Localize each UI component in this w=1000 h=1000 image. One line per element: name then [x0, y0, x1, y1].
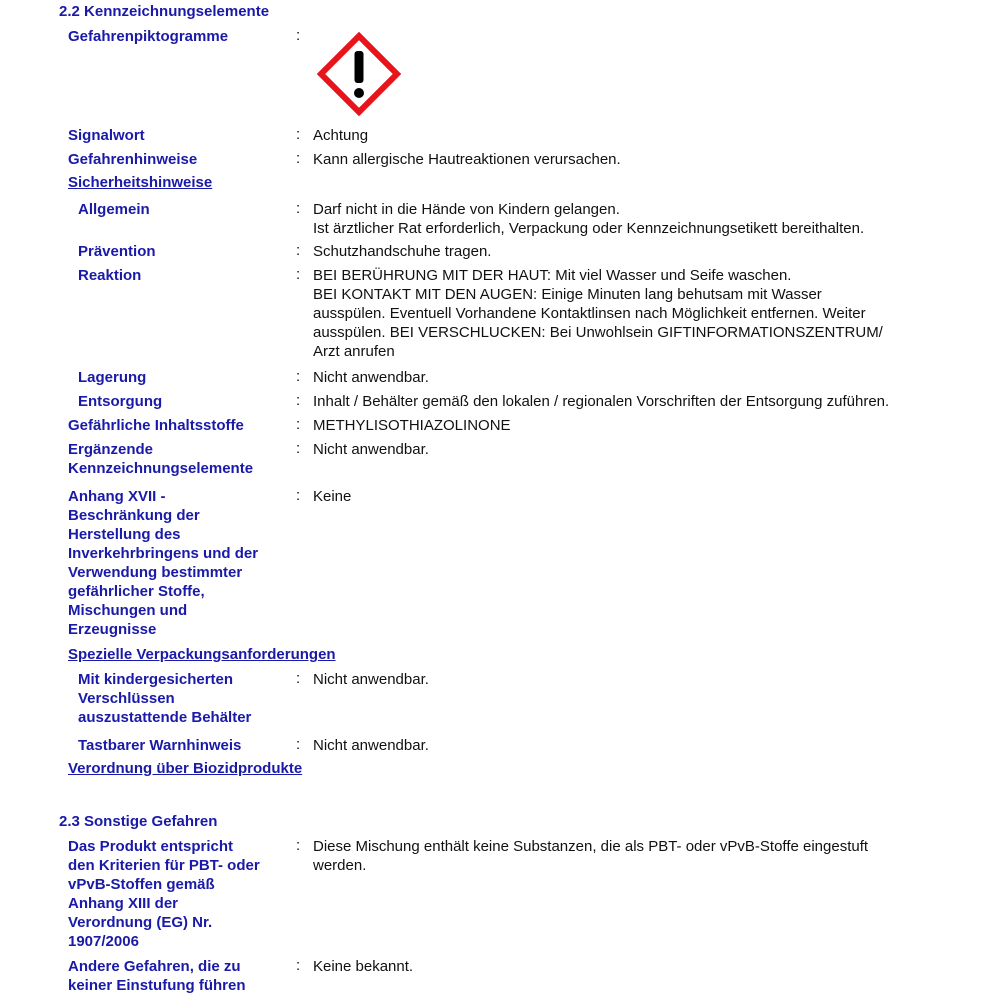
- signal-word-label: Signalwort: [68, 127, 145, 144]
- colon: :: [296, 957, 301, 974]
- hazard-statements-label: Gefahrenhinweise: [68, 151, 198, 168]
- exclamation-mark-icon: [317, 32, 401, 116]
- colon: :: [296, 837, 301, 854]
- colon: :: [296, 368, 301, 385]
- biocide-regulation-link[interactable]: Verordnung über Biozidprodukte: [68, 760, 303, 777]
- hazard-statements-value: Kann allergische Hautreaktionen verursachen.: [313, 151, 621, 168]
- colon: :: [296, 27, 301, 44]
- pictogram-label: Gefahrenpiktogramme: [68, 28, 229, 45]
- disposal-value: Inhalt / Behälter gemäß den lokalen / regionalen Vorschriften der Entsorgung zuführen.: [313, 393, 890, 410]
- colon: :: [296, 416, 301, 433]
- child-resistant-label: Mit kindergesicherten Verschlüssen auszustattende Behälter: [78, 671, 252, 726]
- reaction-value: BEI BERÜHRUNG MIT DER HAUT: Mit viel Wasser und Seife waschen. BEI KONTAKT MIT DEN AUGEN: Einige Minuten lang behutsam mit Wasser ausspülen. Eventuell Vorhandene Kontaktlinsen nach Möglichkeit entfernen. Weiter ausspülen. BEI VERSCHLUCKEN: Bei Unwohlsein GIFTINFORMATIONSZENTRUM/ Arzt anrufen: [313, 267, 883, 360]
- pbt-criteria-value: Diese Mischung enthält keine Substanzen, die als PBT- oder vPvB-Stoffe eingestuft werden.: [313, 838, 869, 874]
- reaction-label: Reaktion: [78, 267, 142, 284]
- section-heading-2-3: 2.3 Sonstige Gefahren: [59, 813, 218, 830]
- disposal-label: Entsorgung: [78, 393, 163, 410]
- packaging-requirements-link[interactable]: Spezielle Verpackungsanforderungen: [68, 646, 336, 663]
- annex-xvii-label: Anhang XVII - Beschränkung der Herstellung des Inverkehrbringens und der Verwendung bestimmter gefährlicher Stoffe, Mischungen und Erzeugnisse: [68, 488, 259, 638]
- hazardous-ingredients-label: Gefährliche Inhaltsstoffe: [68, 417, 244, 434]
- section-heading-2-2: 2.2 Kennzeichnungselemente: [59, 3, 270, 20]
- colon: :: [296, 242, 301, 259]
- general-label: Allgemein: [78, 201, 150, 218]
- other-hazards-label: Andere Gefahren, die zu keiner Einstufung führen: [68, 958, 246, 994]
- tactile-warning-label: Tastbarer Warnhinweis: [78, 737, 242, 754]
- colon: :: [296, 670, 301, 687]
- prevention-value: Schutzhandschuhe tragen.: [313, 243, 492, 260]
- signal-word-value: Achtung: [313, 127, 369, 144]
- supplemental-label: Ergänzende Kennzeichnungselemente: [68, 441, 254, 477]
- pbt-criteria-label: Das Produkt entspricht den Kriterien für PBT- oder vPvB-Stoffen gemäß Anhang XIII der Verordnung (EG) Nr. 1907/2006: [68, 838, 260, 950]
- colon: :: [296, 200, 301, 217]
- storage-value: Nicht anwendbar.: [313, 369, 429, 386]
- supplemental-value: Nicht anwendbar.: [313, 441, 429, 458]
- storage-label: Lagerung: [78, 369, 147, 386]
- colon: :: [296, 126, 301, 143]
- colon: :: [296, 440, 301, 457]
- colon: :: [296, 150, 301, 167]
- colon: :: [296, 736, 301, 753]
- colon: :: [296, 392, 301, 409]
- prevention-label: Prävention: [78, 243, 156, 260]
- annex-xvii-value: Keine: [313, 488, 352, 505]
- other-hazards-value: Keine bekannt.: [313, 958, 414, 975]
- child-resistant-value: Nicht anwendbar.: [313, 671, 429, 688]
- hazardous-ingredients-value: METHYLISOTHIAZOLINONE: [313, 417, 511, 434]
- general-value: Darf nicht in die Hände von Kindern gelangen. Ist ärztlicher Rat erforderlich, Verpackung oder Kennzeichnungsetikett bereithalten.: [313, 201, 865, 237]
- colon: :: [296, 266, 301, 283]
- colon: :: [296, 487, 301, 504]
- precautionary-statements-link[interactable]: Sicherheitshinweise: [68, 174, 213, 191]
- tactile-warning-value: Nicht anwendbar.: [313, 737, 429, 754]
